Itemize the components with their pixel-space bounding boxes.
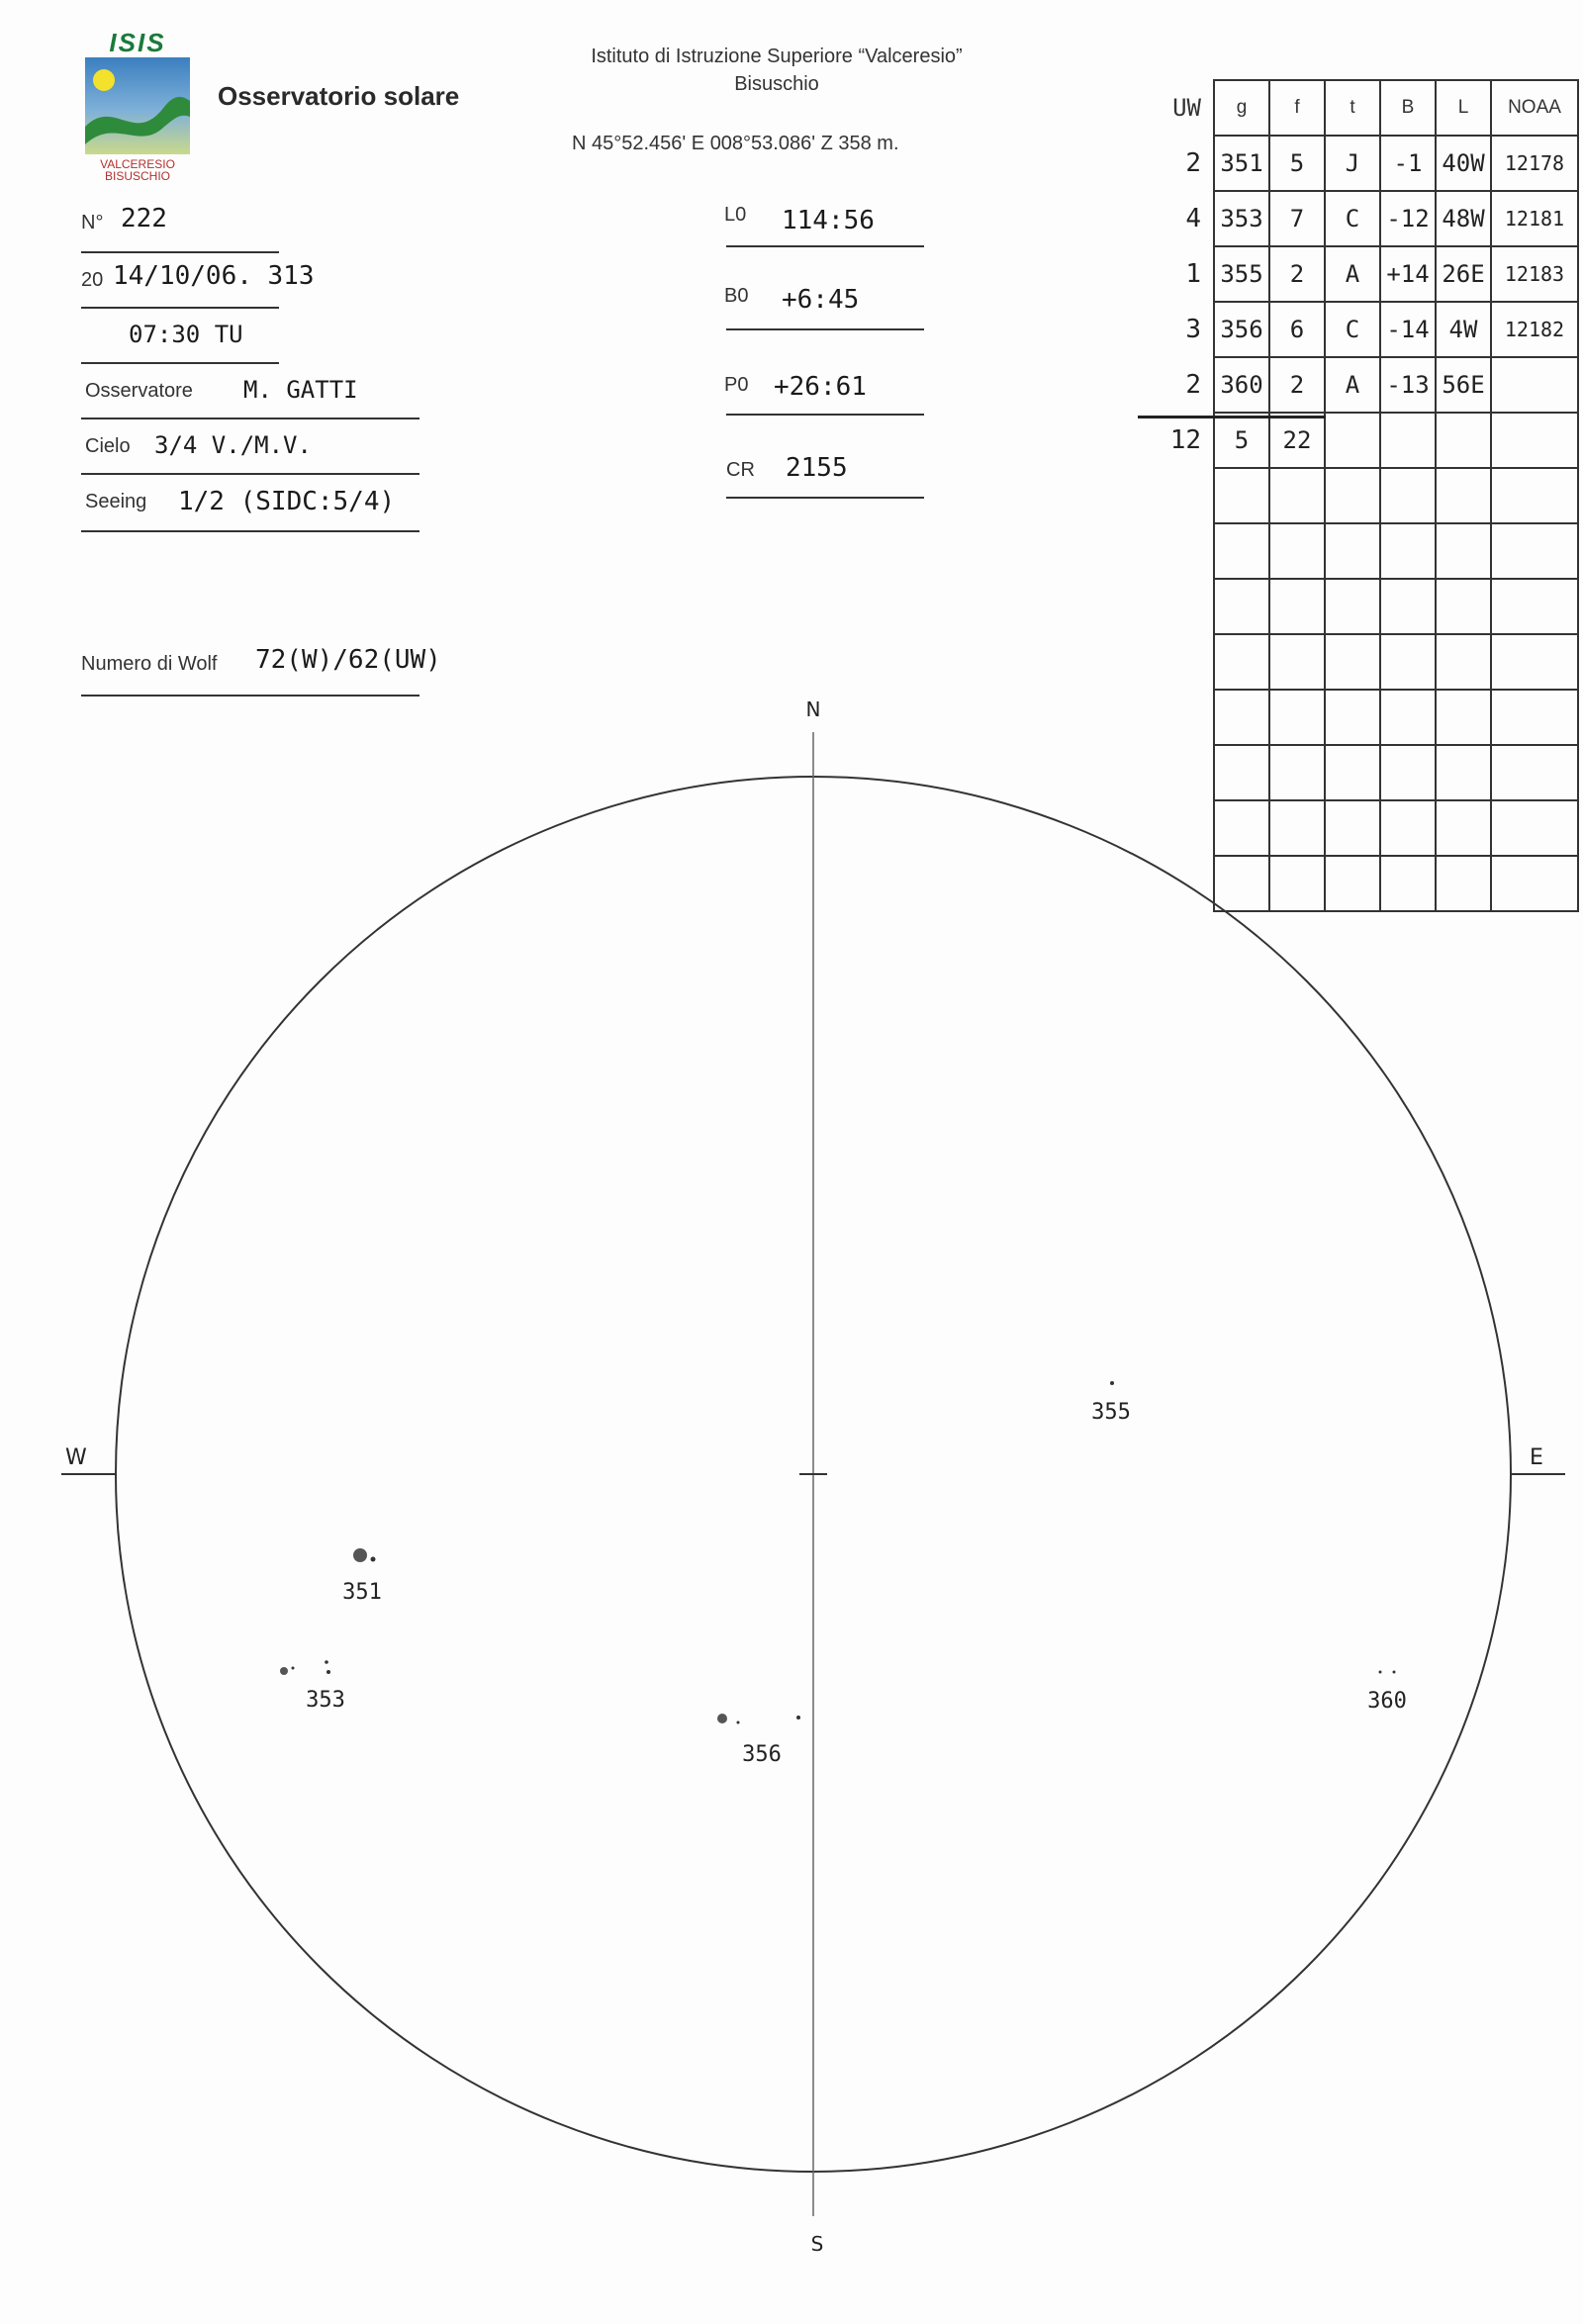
table-cell [1325, 579, 1380, 634]
table-cell: C [1325, 191, 1380, 246]
table-row [1138, 523, 1578, 579]
table-cell: 4W [1436, 302, 1491, 357]
sunspot [717, 1714, 727, 1723]
sunspot-group-353 [280, 1660, 345, 1713]
l0-label: L0 [724, 204, 747, 226]
sunspot-group-356 [717, 1714, 800, 1767]
table-header-row [1138, 80, 1578, 136]
table-row [1138, 579, 1578, 634]
column-header: UW [1172, 94, 1201, 122]
date-value: 14/10/06. 313 [113, 261, 315, 291]
table-cell: 353 [1214, 191, 1269, 246]
sunspot [326, 1670, 330, 1674]
table-cell [1325, 413, 1380, 468]
table-cell [1269, 579, 1325, 634]
table-cell: J [1325, 136, 1380, 191]
sunspot-group-351 [342, 1548, 382, 1605]
table-cell: 40W [1436, 136, 1491, 191]
table-cell [1325, 523, 1380, 579]
table-cell [1269, 468, 1325, 523]
table-cell: -12 [1380, 191, 1436, 246]
uw-cell: 3 [1185, 315, 1201, 344]
table-cell: 351 [1214, 136, 1269, 191]
divider [81, 530, 419, 532]
sunspot [1110, 1381, 1114, 1385]
table-cell [1380, 413, 1436, 468]
table-row [1138, 357, 1578, 413]
divider [81, 307, 279, 309]
institute-name: Istituto di Istruzione Superiore “Valceresio” [591, 46, 963, 67]
sunspot [292, 1667, 295, 1670]
sunspot [1379, 1671, 1382, 1674]
north-label: N [805, 697, 821, 721]
logo-caption: VALCERESIO BISUSCHIO [100, 157, 175, 183]
uw-cell [1138, 523, 1214, 579]
column-header: f [1269, 80, 1325, 136]
table-cell [1491, 523, 1578, 579]
uw-cell: 2 [1185, 370, 1201, 400]
table-cell [1491, 357, 1578, 413]
uw-cell: 12 [1169, 425, 1201, 455]
number-value: 222 [121, 204, 167, 233]
table-cell: 2 [1269, 357, 1325, 413]
isis-logo [79, 28, 196, 183]
table-cell: 7 [1269, 191, 1325, 246]
table-cell [1269, 523, 1325, 579]
table-row [1138, 136, 1578, 191]
column-header: g [1214, 80, 1269, 136]
table-cell: 12181 [1491, 191, 1578, 246]
sky-label: Cielo [85, 435, 131, 457]
uw-cell [1138, 579, 1214, 634]
table-cell [1436, 413, 1491, 468]
east-label: E [1530, 1445, 1543, 1470]
table-row [1138, 302, 1578, 357]
table-cell: 2 [1269, 246, 1325, 302]
sunspot [1393, 1671, 1396, 1674]
sum-underline [1138, 416, 1326, 418]
group-label: 353 [306, 1688, 345, 1713]
divider [726, 497, 924, 499]
table-cell [1214, 468, 1269, 523]
table-row [1138, 468, 1578, 523]
b0-label: B0 [724, 285, 749, 307]
group-label: 355 [1091, 1400, 1131, 1425]
sunspot [280, 1667, 288, 1675]
observatory-title: Osservatorio solare [218, 81, 460, 111]
table-cell: 355 [1214, 246, 1269, 302]
divider [726, 245, 924, 247]
table-cell: 22 [1269, 413, 1325, 468]
group-label: 351 [342, 1580, 382, 1605]
sunspot [371, 1557, 376, 1562]
table-cell [1380, 468, 1436, 523]
group-label: 360 [1367, 1689, 1407, 1714]
institute-town: Bisuschio [734, 73, 819, 95]
observatory-coordinates: N 45°52.456' E 008°53.086' Z 358 m. [572, 133, 899, 154]
table-cell: -13 [1380, 357, 1436, 413]
table-row [1138, 191, 1578, 246]
table-cell [1436, 523, 1491, 579]
table-row [1138, 413, 1578, 468]
table-cell [1436, 468, 1491, 523]
cr-label: CR [726, 459, 755, 481]
table-cell [1214, 579, 1269, 634]
uw-cell: 2 [1185, 148, 1201, 178]
divider [726, 328, 924, 330]
table-cell: C [1325, 302, 1380, 357]
b0-value: +6:45 [782, 285, 860, 315]
sunspot [325, 1660, 328, 1664]
table-cell [1491, 468, 1578, 523]
time-value: 07:30 TU [129, 321, 243, 348]
sunspot [737, 1721, 740, 1724]
sunspot [353, 1548, 367, 1562]
seeing-value: 1/2 (SIDC:5/4) [178, 487, 396, 516]
p0-label: P0 [724, 374, 749, 396]
wolf-number-value: 72(W)/62(UW) [255, 645, 441, 675]
table-cell: A [1325, 357, 1380, 413]
table-cell [1380, 579, 1436, 634]
table-cell: +14 [1380, 246, 1436, 302]
cr-value: 2155 [786, 453, 848, 483]
divider [81, 418, 419, 419]
divider [81, 473, 419, 475]
table-cell: 26E [1436, 246, 1491, 302]
column-header: t [1325, 80, 1380, 136]
west-label: W [65, 1445, 87, 1470]
table-cell [1491, 413, 1578, 468]
date-prefix: 20 [81, 269, 104, 291]
sunspot [796, 1716, 800, 1720]
table-cell [1380, 523, 1436, 579]
sky-value: 3/4 V./M.V. [154, 431, 312, 459]
table-cell: 12183 [1491, 246, 1578, 302]
column-header: NOAA [1491, 80, 1578, 136]
table-cell [1491, 579, 1578, 634]
table-cell: 48W [1436, 191, 1491, 246]
observer-label: Osservatore [85, 380, 193, 402]
sunspot-group-355 [1091, 1381, 1131, 1425]
sunspot-group-360 [1367, 1671, 1407, 1715]
table-cell: 6 [1269, 302, 1325, 357]
table-cell [1214, 523, 1269, 579]
south-label: S [810, 2232, 824, 2256]
table-cell: 12182 [1491, 302, 1578, 357]
p0-value: +26:61 [774, 372, 867, 402]
wave-icon [85, 57, 190, 154]
divider [81, 362, 279, 364]
divider [726, 414, 924, 416]
table-cell [1325, 468, 1380, 523]
solar-disk-drawing [0, 673, 1583, 2324]
uw-cell: 1 [1185, 259, 1201, 289]
number-label: N° [81, 212, 104, 233]
uw-cell: 4 [1185, 204, 1201, 233]
column-header: B [1380, 80, 1436, 136]
table-cell [1436, 579, 1491, 634]
uw-cell [1138, 468, 1214, 523]
wolf-number-label: Numero di Wolf [81, 653, 218, 675]
logo-emblem [85, 57, 190, 154]
logo-wordmark: ISIS [109, 28, 166, 57]
table-cell: 5 [1214, 413, 1269, 468]
column-header: L [1436, 80, 1491, 136]
table-cell: 360 [1214, 357, 1269, 413]
table-cell: A [1325, 246, 1380, 302]
table-cell: 5 [1269, 136, 1325, 191]
table-cell: 12178 [1491, 136, 1578, 191]
divider [81, 251, 279, 253]
observer-value: M. GATTI [243, 376, 358, 404]
table-cell: 356 [1214, 302, 1269, 357]
table-row [1138, 246, 1578, 302]
table-cell: 56E [1436, 357, 1491, 413]
seeing-label: Seeing [85, 491, 147, 512]
table-cell: -14 [1380, 302, 1436, 357]
table-cell: -1 [1380, 136, 1436, 191]
group-label: 356 [742, 1742, 782, 1767]
l0-value: 114:56 [782, 206, 875, 235]
